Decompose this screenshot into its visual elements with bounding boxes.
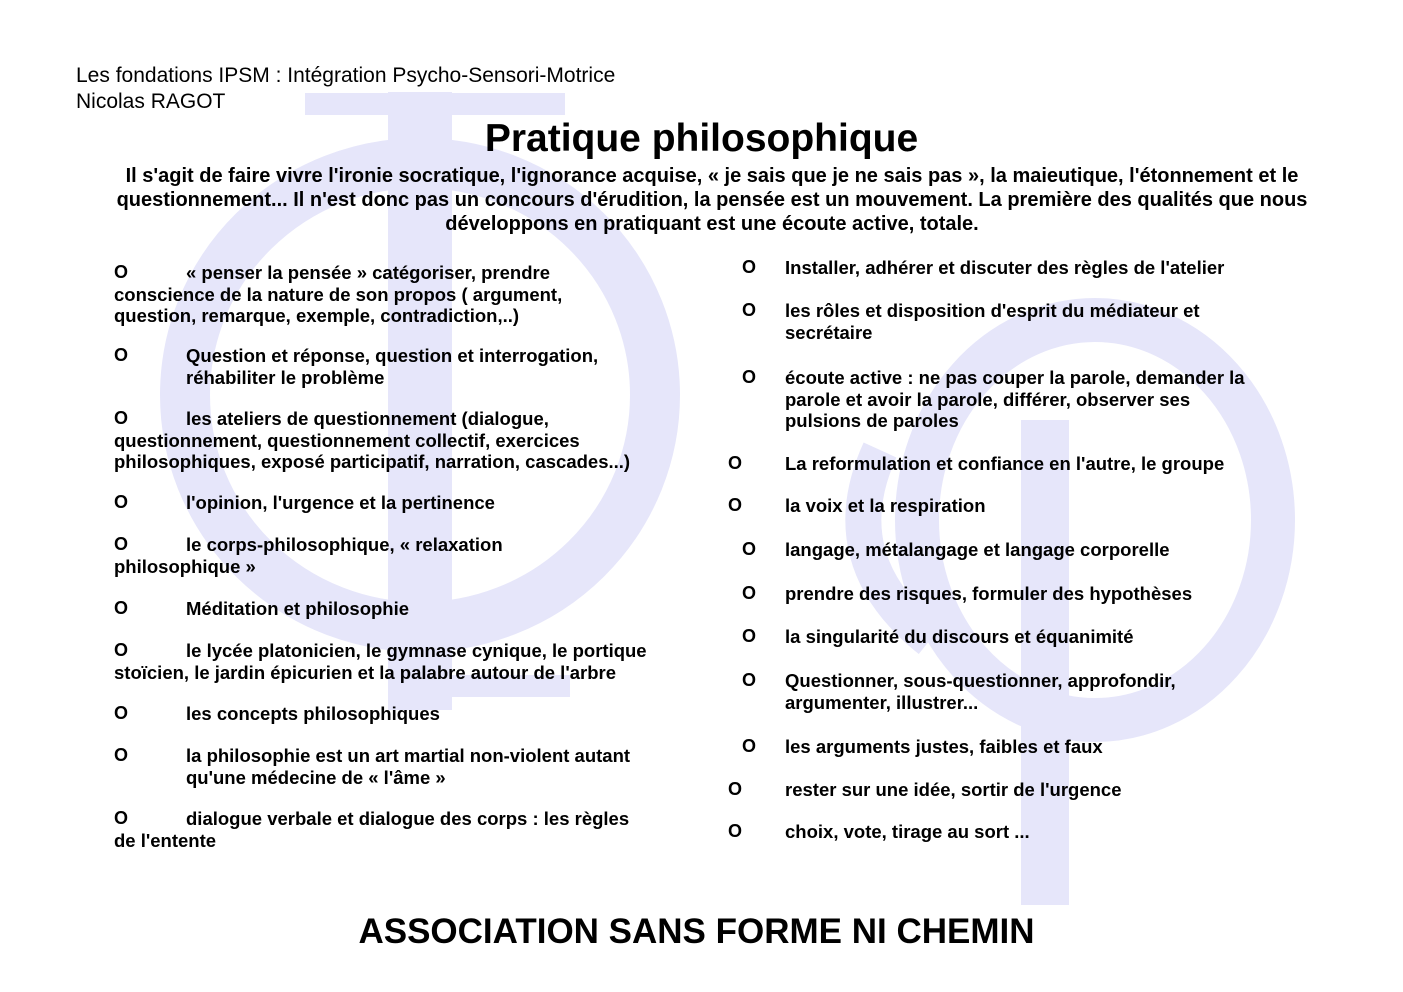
left-item-line: les concepts philosophiques <box>186 703 440 724</box>
left-bullet: O <box>114 408 129 428</box>
right-item-line: les rôles et disposition d'esprit du médiateur et <box>785 300 1200 321</box>
left-item-line: le lycée platonicien, le gymnase cynique, le portique <box>186 640 647 661</box>
left-bullet: O <box>114 492 129 512</box>
right-item-line: parole et avoir la parole, différer, observer ses <box>785 388 1191 410</box>
right-bullet: O <box>728 453 743 473</box>
right-item-line: pulsions de paroles <box>785 410 959 431</box>
right-bullet: O <box>742 583 757 603</box>
left-item-line: stoïcien, le jardin épicurien et la palabre autour de l'arbre <box>114 661 616 683</box>
left-item-line: « penser la pensée » catégoriser, prendre <box>186 262 551 283</box>
right-bullet: O <box>742 670 757 690</box>
header-author: Nicolas RAGOT <box>76 90 226 113</box>
left-item-line: la philosophie est un art martial non-violent autant <box>186 745 631 766</box>
right-item-line: choix, vote, tirage au sort ... <box>785 821 1030 842</box>
left-item-line: l'opinion, l'urgence et la pertinence <box>186 492 495 513</box>
left-item-line: questionnement, questionnement collectif, exercices <box>114 429 580 451</box>
right-item-line: écoute active : ne pas couper la parole, demander la <box>785 367 1245 388</box>
left-bullet: O <box>114 703 129 723</box>
left-item-line: philosophiques, exposé participatif, narration, cascades...) <box>114 451 631 472</box>
right-bullet: O <box>742 367 757 387</box>
footer-association-name: ASSOCIATION SANS FORME NI CHEMIN <box>358 912 1035 951</box>
left-bullet: O <box>114 640 129 660</box>
right-bullet: O <box>742 539 757 559</box>
right-item-line: la singularité du discours et équanimité <box>785 626 1134 647</box>
left-bullet: O <box>114 808 129 828</box>
left-bullet: O <box>114 534 129 554</box>
left-item-line: dialogue verbale et dialogue des corps : les règles <box>186 808 630 829</box>
right-bullet: O <box>742 626 757 646</box>
right-item-line: la voix et la respiration <box>785 495 986 516</box>
left-item-line: philosophique » <box>114 555 256 577</box>
left-item-line: Méditation et philosophie <box>186 598 410 619</box>
left-item-line: qu'une médecine de « l'âme » <box>186 766 446 788</box>
left-bullet: O <box>114 262 129 282</box>
left-item-line: conscience de la nature de son propos ( argument, <box>114 283 563 305</box>
right-bullet: O <box>742 257 757 277</box>
left-item-line: de l'entente <box>114 829 217 851</box>
right-item-line: La reformulation et confiance en l'autre, le groupe <box>785 453 1225 474</box>
right-bullet: O <box>728 821 743 841</box>
right-item-line: Installer, adhérer et discuter des règles de l'atelier <box>785 257 1225 278</box>
left-item-line: le corps-philosophique, « relaxation <box>186 534 503 555</box>
right-bullet: O <box>742 300 757 320</box>
right-item-line: les arguments justes, faibles et faux <box>785 736 1103 757</box>
left-item-line: question, remarque, exemple, contradiction,..) <box>114 305 520 326</box>
right-item-line: rester sur une idée, sortir de l'urgence <box>785 779 1122 800</box>
header-line-1: Les fondations IPSM : Intégration Psycho-Sensori-Motrice <box>76 64 616 87</box>
right-item-line: secrétaire <box>785 321 873 343</box>
right-bullet: O <box>742 736 757 756</box>
right-bullet: O <box>728 779 743 799</box>
left-item-line: Question et réponse, question et interrogation, <box>186 345 599 366</box>
left-bullet: O <box>114 745 129 765</box>
left-item-line: les ateliers de questionnement (dialogue, <box>186 408 549 429</box>
right-item-line: Questionner, sous-questionner, approfondir, <box>785 670 1176 691</box>
left-bullet: O <box>114 345 129 365</box>
right-item-line: langage, métalangage et langage corporelle <box>785 539 1170 560</box>
intro-paragraph: Il s'agit de faire vivre l'ironie socratique, l'ignorance acquise, « je sais que je ne sais pas », la maieutique, l'étonnement et le questionnement... Il n'est donc pas un concours d'érudition, la pensée est un mouvement. La première des qualités que nous développons en pratiquant est une écoute active, totale. <box>116 165 1308 235</box>
left-item-line: réhabiliter le problème <box>186 366 385 388</box>
right-bullet: O <box>728 495 743 515</box>
page-title: Pratique philosophique <box>484 117 919 160</box>
right-item-line: prendre des risques, formuler des hypothèses <box>785 583 1193 604</box>
left-bullet: O <box>114 598 129 618</box>
right-item-line: argumenter, illustrer... <box>785 691 979 713</box>
